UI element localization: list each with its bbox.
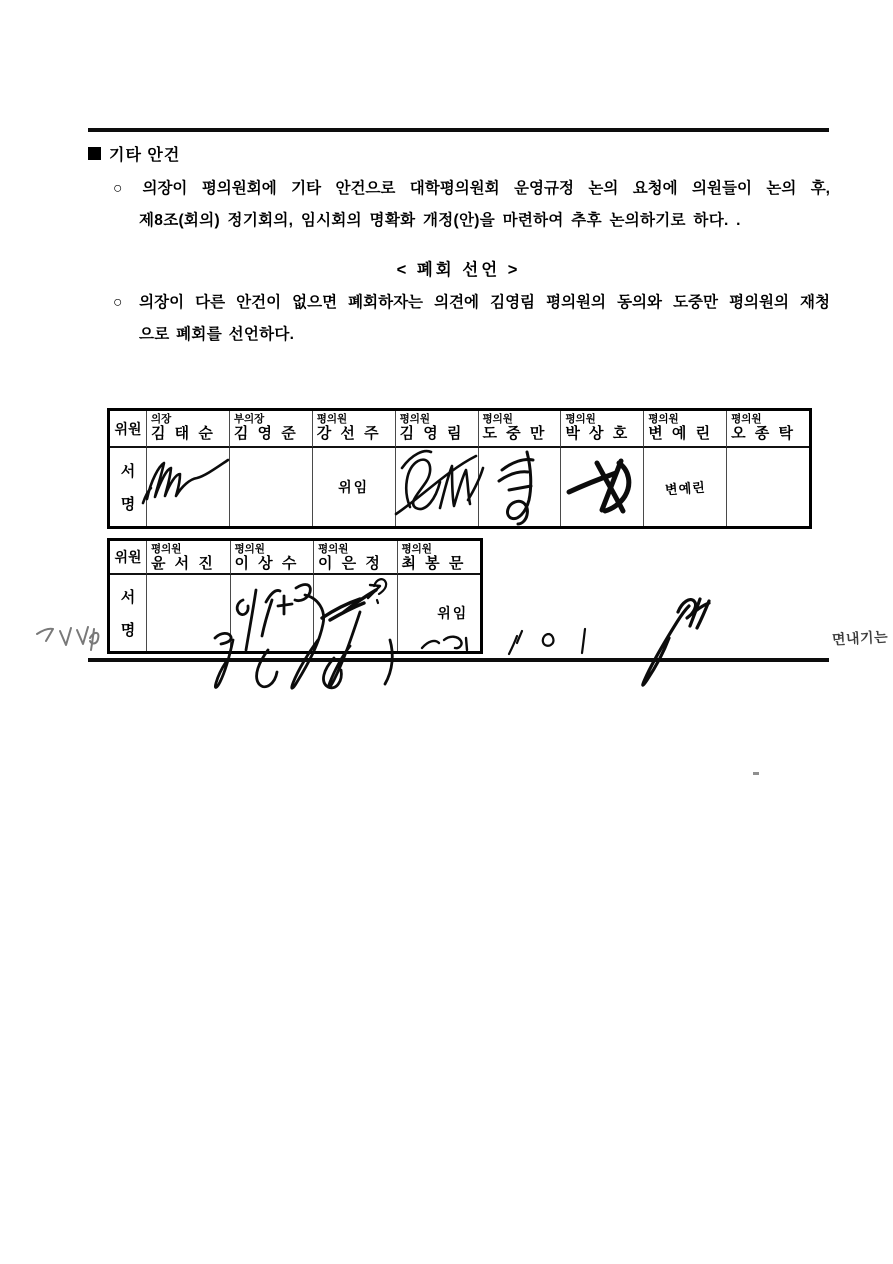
right-margin-handwriting: 면내기는 — [831, 628, 889, 648]
signature-cell-leesangsoo — [230, 575, 314, 651]
circle-bullet-icon: ○ — [113, 294, 130, 311]
signature-cell-parksangho — [560, 448, 643, 526]
signature-cell-ohjongtak — [726, 448, 809, 526]
other-agenda-line1: ○ 의장이 평의원회에 기타 안건으로 대학평의원회 운영규정 논의 요청에 의원들이 논의 후, — [113, 180, 830, 197]
member-header-cell: 평의원 최 봉 문 — [397, 541, 481, 575]
closing-line1: ○ 의장이 다른 안건이 없으면 폐회하자는 의견에 김영림 평의원의 동의와 도중만 평의원의 재청 — [113, 294, 830, 311]
member-header-cell: 부의장 김 영 준 — [229, 411, 312, 448]
row-header-wiwon: 위원 — [110, 541, 146, 575]
member-header-cell: 평의원 윤 서 진 — [146, 541, 230, 575]
scribble-signature-bottom-right — [643, 599, 709, 685]
circle-bullet-icon: ○ — [113, 180, 133, 197]
signature-cell-kimtaesoon — [146, 448, 229, 526]
row-header-wiwon: 위원 — [110, 411, 146, 448]
bottom-horizontal-rule — [88, 658, 829, 662]
member-header-cell: 평의원 박 상 호 — [560, 411, 643, 448]
member-header-cell: 평의원 오 종 탁 — [726, 411, 809, 448]
sign-row-label: 서 명 — [120, 463, 136, 513]
member-header-cell: 의장 김 태 순 — [146, 411, 229, 448]
section-title-other-agenda — [88, 142, 180, 165]
stray-pen-marks — [509, 629, 585, 654]
signature-cell-kangsunjoo-delegated: 위임 — [312, 448, 395, 526]
top-horizontal-rule — [88, 128, 829, 132]
signature-cell-leeeunjeong — [313, 575, 397, 651]
section-title-text: 기타 안건 — [109, 147, 181, 164]
closing-declaration-heading: < 폐회 선언 > — [396, 261, 521, 279]
signature-table-2 — [107, 538, 483, 654]
member-header-cell: 평의원 변 예 린 — [643, 411, 726, 448]
signature-cell-byunyerin: 변예린 — [643, 448, 726, 526]
faint-handwriting-bottom-left — [37, 627, 98, 650]
closing-line2: 으로 폐회를 선언하다. — [139, 326, 295, 343]
member-header-cell: 평의원 이 은 정 — [313, 541, 397, 575]
member-header-cell: 평의원 도 중 만 — [478, 411, 561, 448]
signature-table-1 — [107, 408, 812, 529]
black-square-bullet-icon — [88, 147, 101, 160]
signature-cell-yoonseojin — [146, 575, 230, 651]
member-header-cell: 평의원 김 영 림 — [395, 411, 478, 448]
sign-row-label: 서 명 — [120, 589, 136, 639]
member-header-cell: 평의원 이 상 수 — [230, 541, 314, 575]
scan-speck — [753, 772, 759, 775]
other-agenda-line2: 제8조(회의) 정기회의, 임시회의 명확화 개정(안)을 마련하여 추후 논의하기로 하다. . — [139, 212, 741, 229]
signature-cell-kimyounglim — [395, 448, 478, 526]
member-header-cell: 평의원 강 선 주 — [312, 411, 395, 448]
signature-cell-kimyoungjoon — [229, 448, 312, 526]
signature-cell-choibongmoon-delegated: 위임 — [397, 575, 481, 651]
signature-cell-dojoongman — [478, 448, 561, 526]
